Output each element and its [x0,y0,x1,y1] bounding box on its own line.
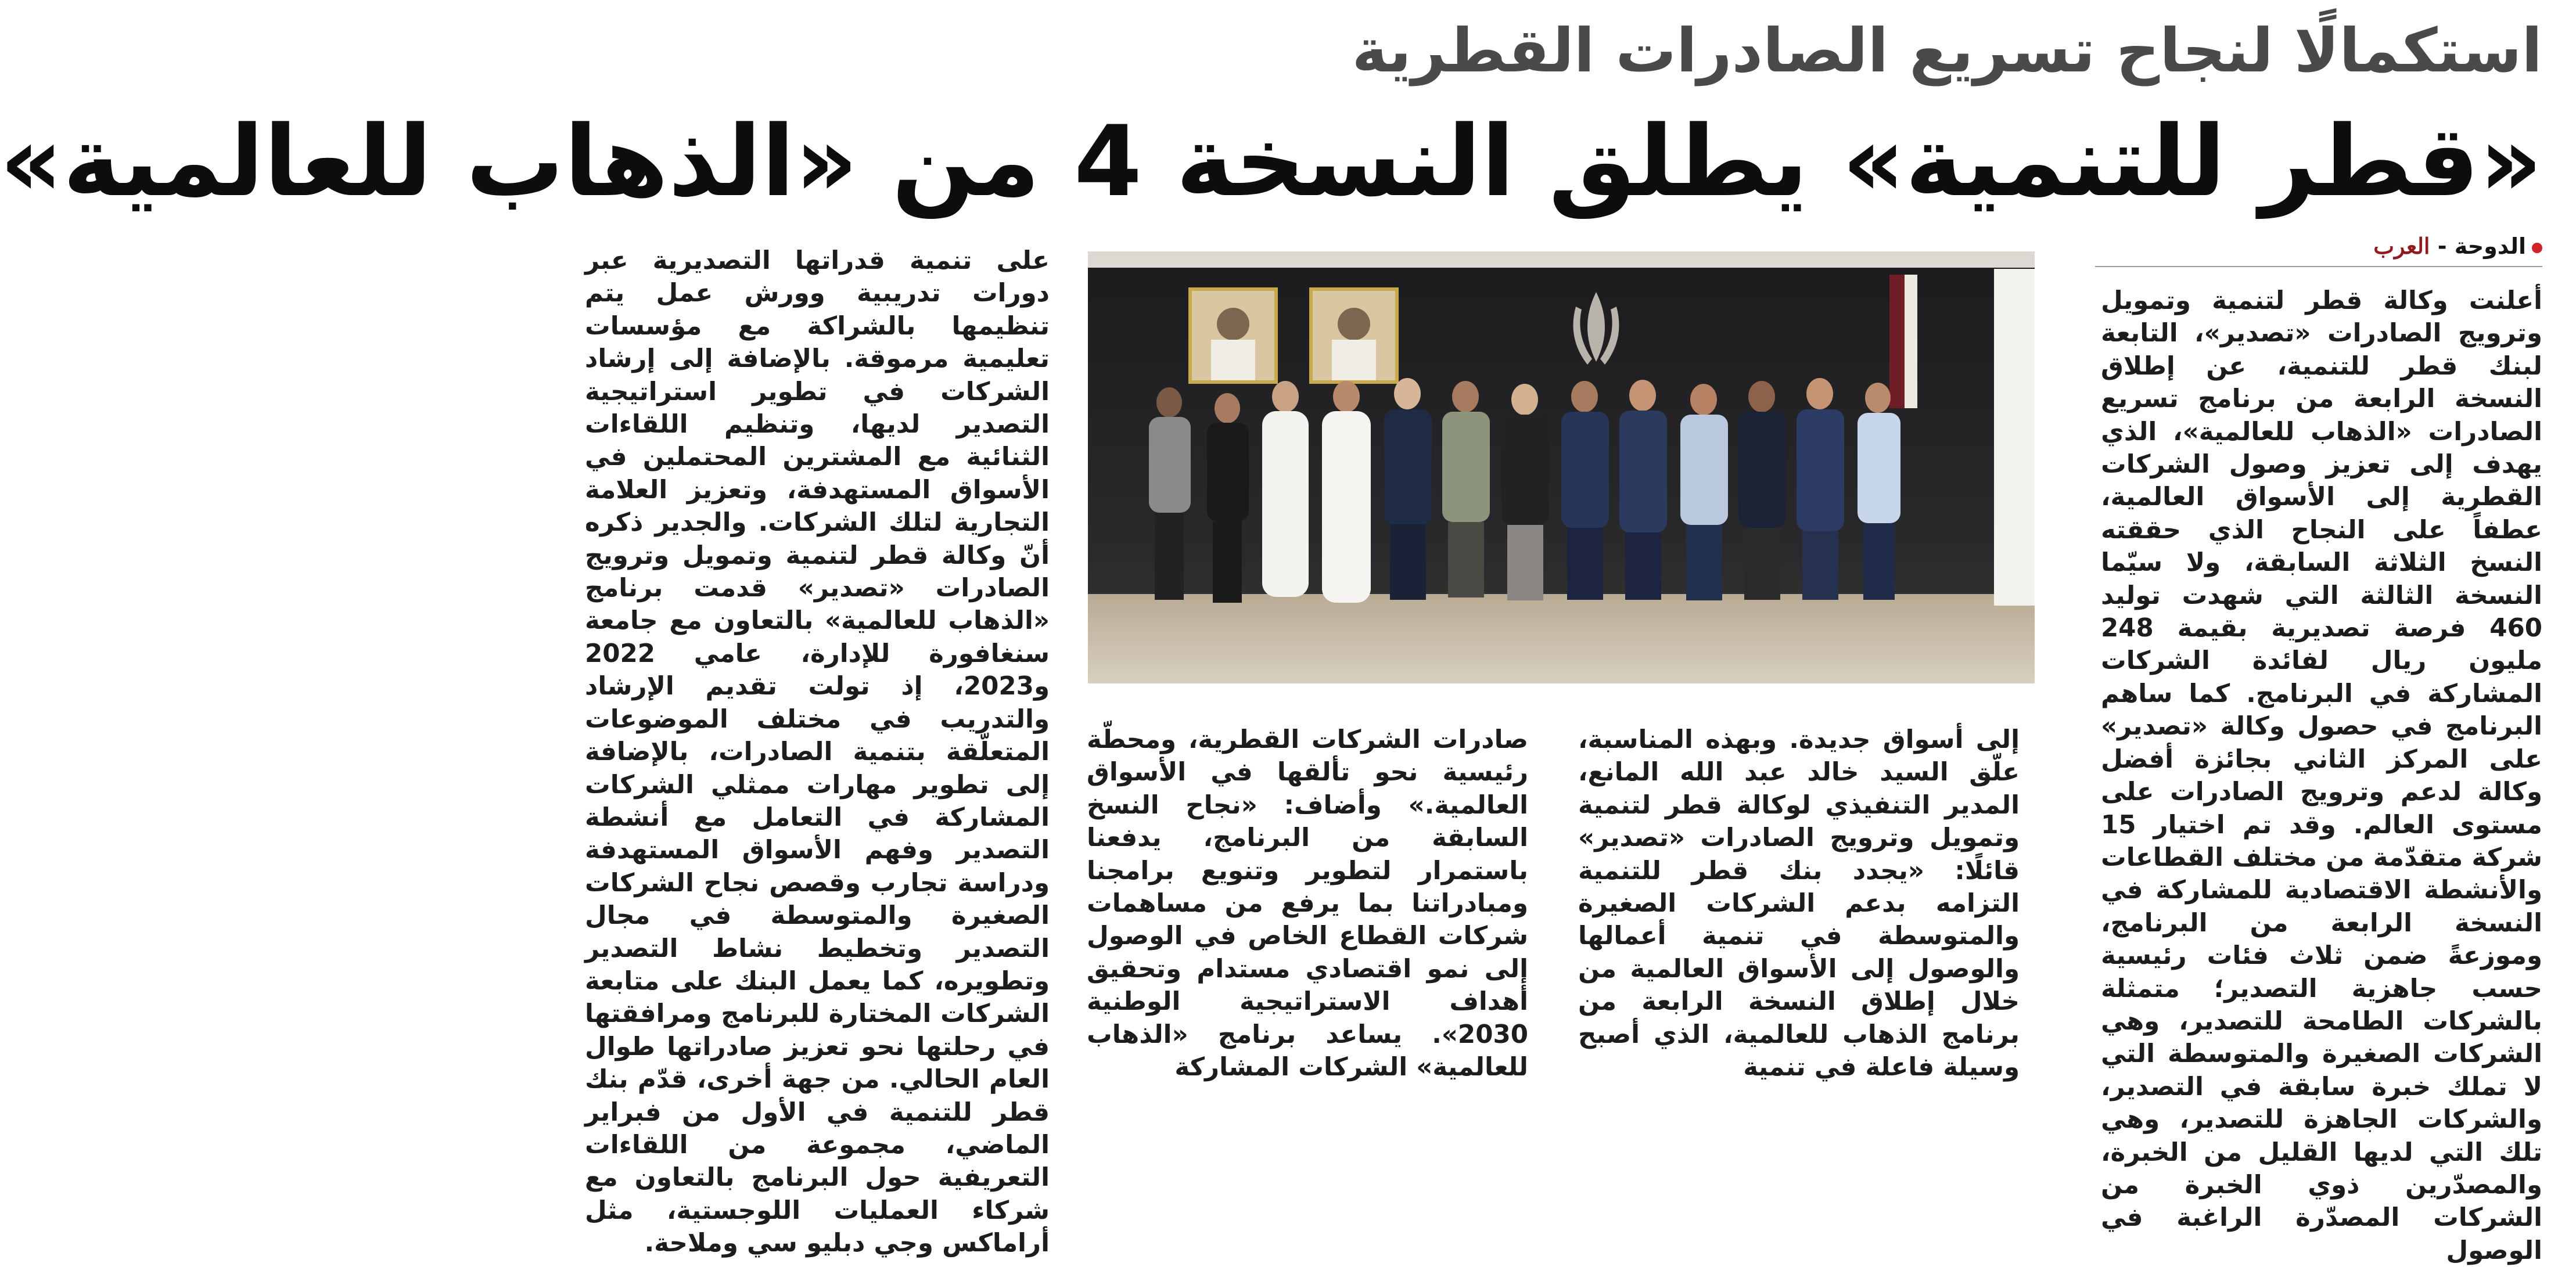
article-kicker: استكمالًا لنجاح تسريع الصادرات القطرية [1352,15,2542,86]
article-headline: «قطر للتنمية» يطلق النسخة 4 من «الذهاب للعالمية» [0,105,2542,218]
article-column-4 [585,244,1050,1258]
column-4-text: على تنمية قدراتها التصديرية عبر دورات تدريبية وورش عمل يتم تنظيمها بالشراكة مع مؤسسات تعليمية مرموقة. بالإضافة إلى إرشاد الشركات في تطوير استراتيجية التصدير لديها، وتنظيم اللقاءات الثنائية مع المشترين المحتملين في الأسواق المستهدفة، وتعزيز العلامة التجارية لتلك الشركات. والجدير ذكره أنّ وكالة قطر لتنمية وتمويل وترويج الصادرات «تصدير» قدمت برنامج «الذهاب للعالمية» بالتعاون مع جامعة سنغافورة للإدارة، عامي 2022 و2023، إذ تولت تقديم الإرشاد والتدريب في مختلف الموضوعات المتعلّقة بتنمية الصادرات، بالإضافة إلى تطوير مهارات ممثلي الشركات المشاركة في التعامل مع أنشطة التصدير وفهم الأسواق المستهدفة ودراسة تجارب وقصص نجاح الشركات الصغيرة والمتوسطة في مجال التصدير وتخطيط نشاط التصدير وتطويره، كما يعمل البنك على متابعة الشركات المختارة للبرنامج ومرافقتها في رحلتها نحو تعزيز صادراتها طوال العام الحالي. من جهة أخرى، قدّم بنك قطر للتنمية في الأول من فبراير الماضي، مجموعة من اللقاءات التعريفية حول البرنامج بالتعاون مع شركاء العمليات اللوجستية، مثل أراماكس وجي دبليو سي وملاحة. [585,246,1050,1258]
group-photo [1088,251,2035,683]
column-3-text: صادرات الشركات القطرية، ومحطّة رئيسية نحو تألقها في الأسواق العالمية.» وأضاف: «نجاح النسخ السابقة من البرنامج، يدفعنا باستمرار لتطوير وتنويع برامجنا ومبادراتنا بما يرفع من مساهمات شركات القطاع الخاص في الوصول إلى نمو اقتصادي مستدام وتحقيق أهداف الاستراتيجية الوطنية 2030». يساعد برنامج «الذهاب للعالمية» الشركات المشاركة [1087,725,1528,1082]
article-column-1 [2101,285,2542,1265]
group-photo-icon [1088,251,2035,683]
article-column-2 [1578,724,2020,1082]
article-column-3 [1087,724,1528,1082]
dateline-city: الدوحة - [2430,233,2526,259]
red-dot-icon [2532,243,2542,253]
column-1-text: أعلنت وكالة قطر لتنمية وتمويل وترويج الصادرات «تصدير»، التابعة لبنك قطر للتنمية، عن إطلاق النسخة الرابعة من برنامج تسريع الصادرات «الذهاب للعالمية»، الذي يهدف إلى تعزيز وصول الشركات القطرية إلى الأسواق العالمية، عطفاً على النجاح الذي حققته النسخ الثلاثة السابقة، ولا سيّما النسخة الثالثة التي شهدت توليد 460 فرصة تصديرية بقيمة 248 مليون ريال لفائدة الشركات المشاركة في البرنامج. كما ساهم البرنامج في حصول وكالة «تصدير» على المركز الثاني بجائزة أفضل وكالة لدعم وترويج الصادرات على مستوى العالم. وقد تم اختيار 15 شركة متقدّمة من مختلف القطاعات والأنشطة الاقتصادية للمشاركة في النسخة الرابعة من البرنامج، وموزعةً ضمن ثلاث فئات رئيسية حسب جاهزية التصدير؛ متمثلة بالشركات الطامحة للتصدير، وهي الشركات الصغيرة والمتوسطة التي لا تملك خبرة سابقة في التصدير، والشركات الجاهزة للتصدير، وهي تلك التي لديها القليل من الخبرة، والمصدّرين ذوي الخبرة من الشركات المصدّرة الراغبة في الوصول [2101,286,2542,1265]
dateline [2095,231,2542,267]
column-2-text: إلى أسواق جديدة. وبهذه المناسبة، علّق السيد خالد عبد الله المانع، المدير التنفيذي لوكالة قطر لتنمية وتمويل وترويج الصادرات «تصدير» قائلًا: «يجدد بنك قطر للتنمية التزامه بدعم الشركات الصغيرة والمتوسطة في تنمية أعمالها والوصول إلى الأسواق العالمية من خلال إطلاق النسخة الرابعة من برنامج الذهاب للعالمية، الذي أصبح وسيلة فاعلة في تنمية [1578,725,2020,1082]
newspaper-logo: العرب [2373,233,2430,259]
